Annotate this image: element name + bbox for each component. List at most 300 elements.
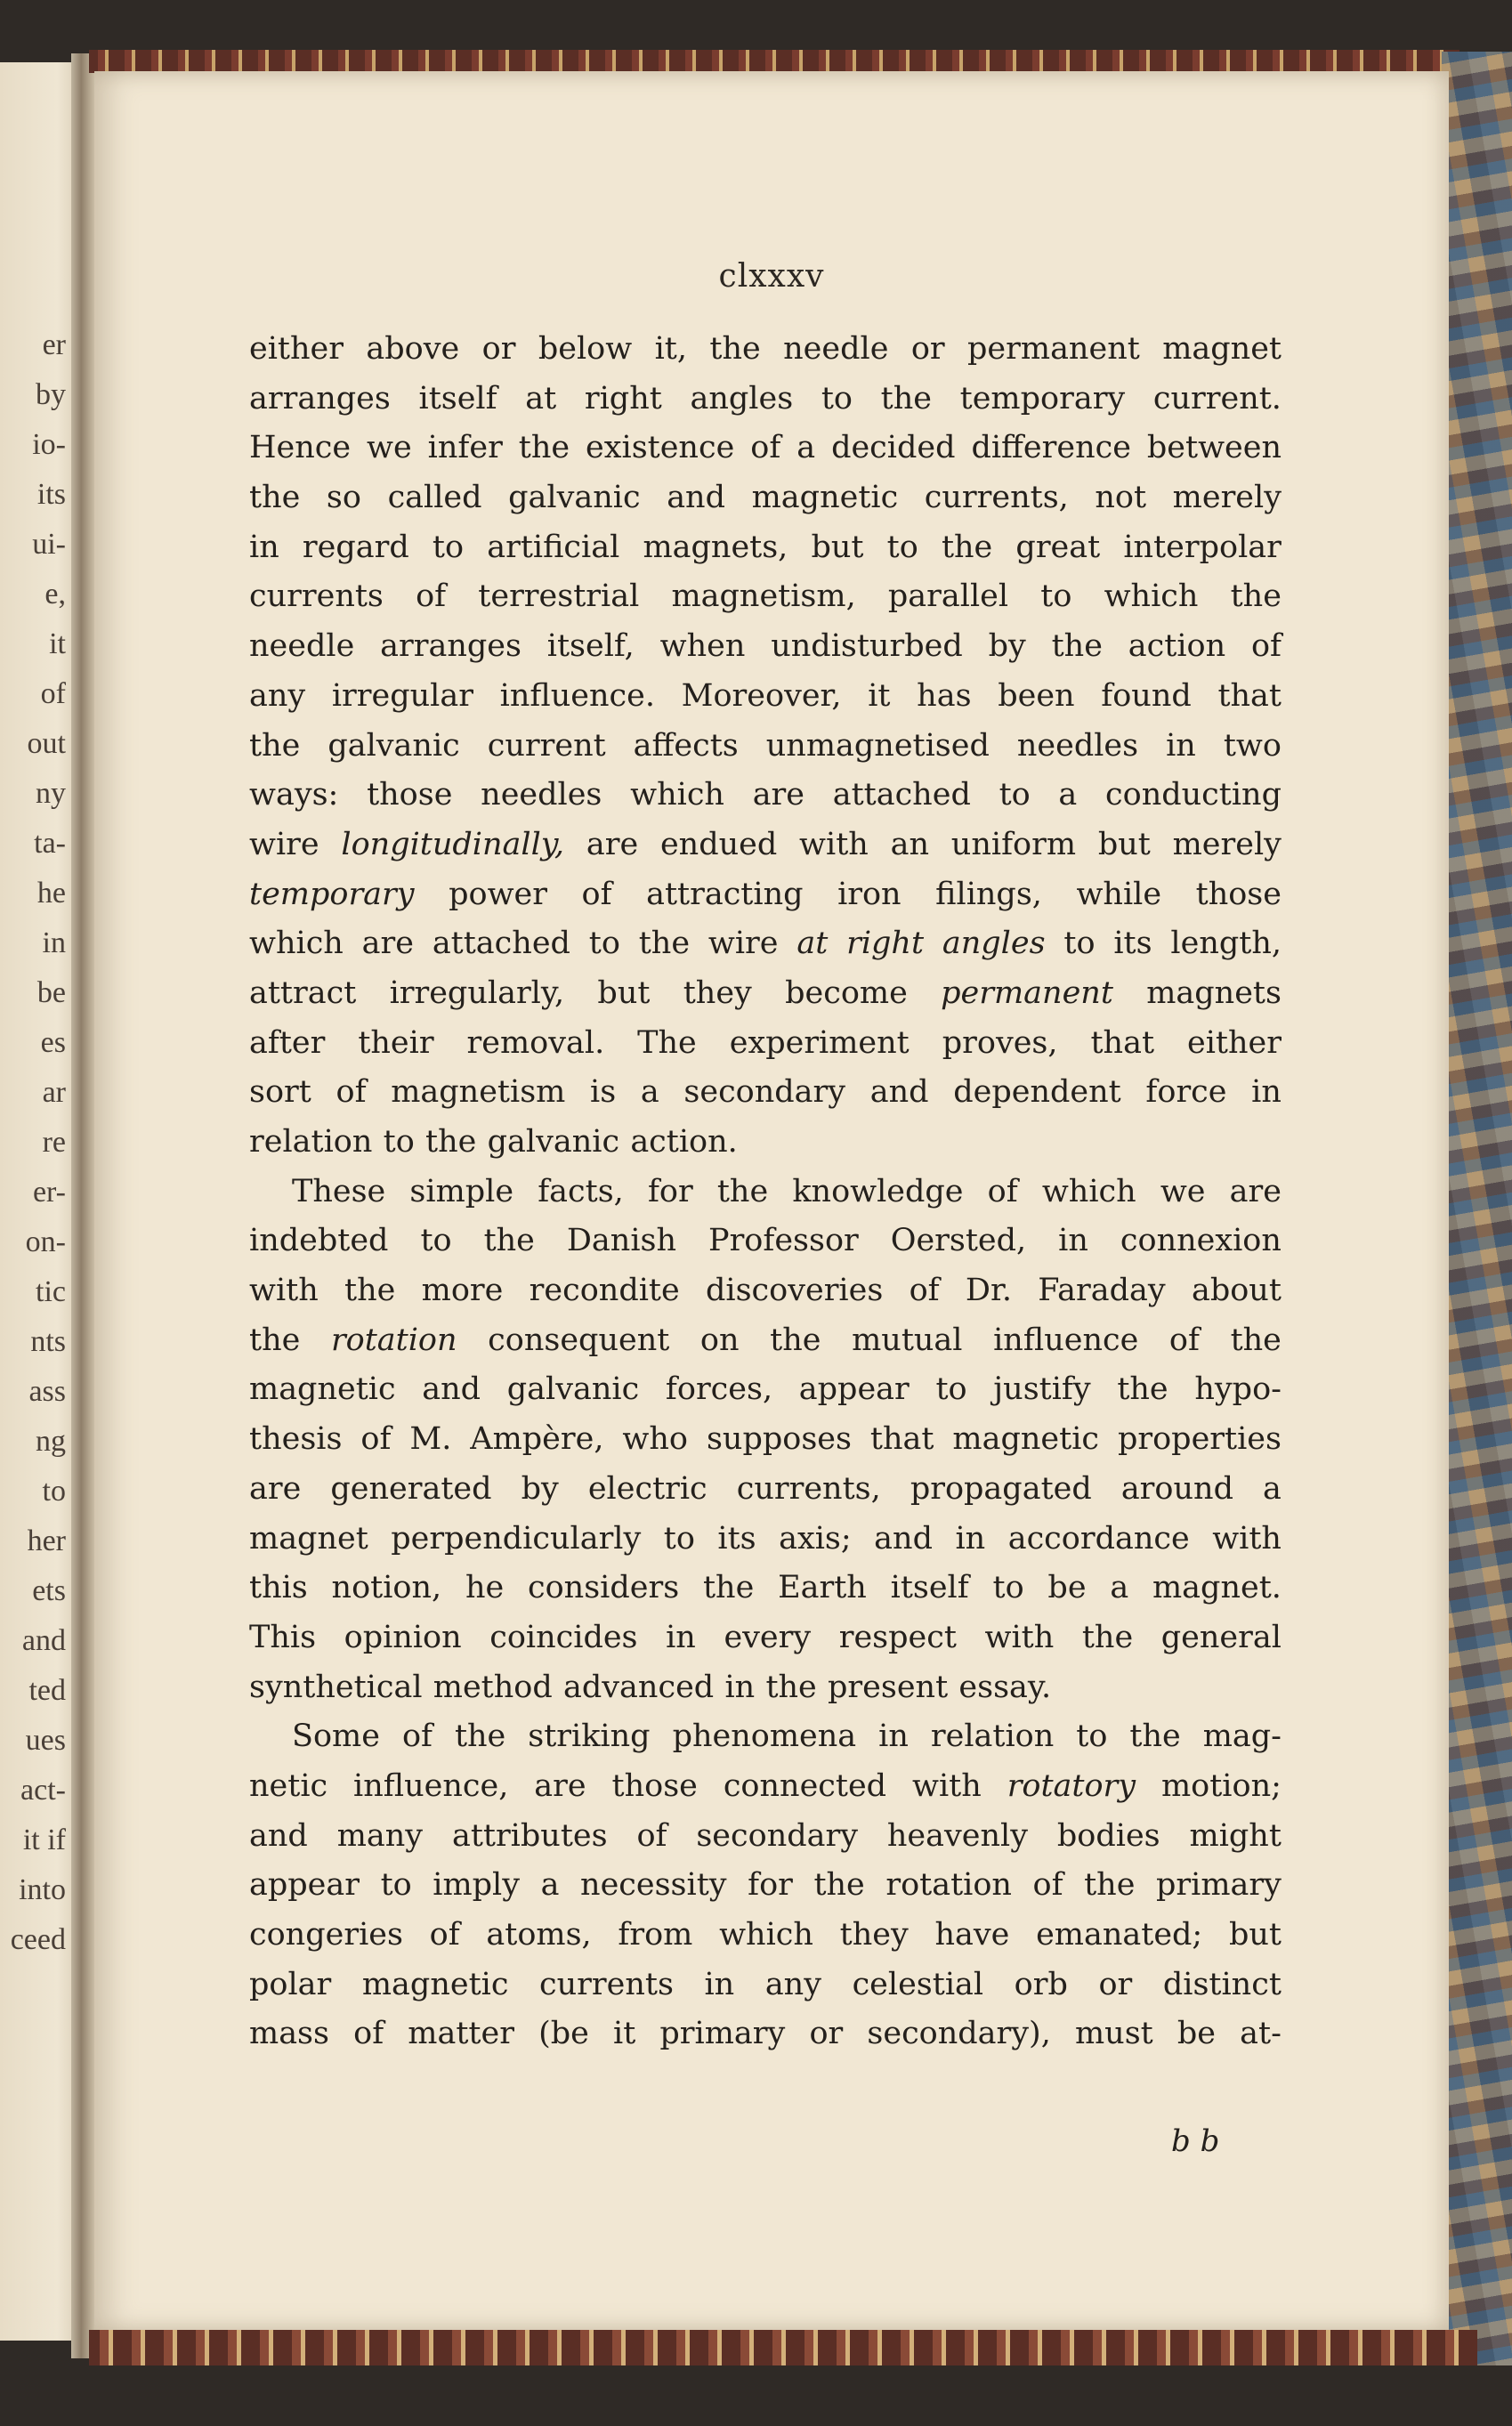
word: influence. (499, 677, 655, 714)
word: by (521, 1470, 559, 1507)
word: secondary (696, 1817, 859, 1854)
text-line (249, 2010, 1282, 2059)
text-line (249, 1168, 1282, 1217)
word: or (1098, 1966, 1133, 2002)
word: attached (832, 777, 971, 813)
word: with (799, 826, 869, 862)
word: their (358, 1024, 434, 1061)
text-line (249, 1266, 1282, 1316)
word: in (724, 1669, 756, 1705)
word: or (809, 2016, 844, 2052)
word: who (622, 1421, 688, 1458)
word: filings, (935, 876, 1042, 912)
word: they (839, 1917, 909, 1953)
word: Oersted, (890, 1223, 1027, 1259)
word: we (1160, 1173, 1206, 1209)
word: ways: (249, 777, 339, 813)
word: the (941, 529, 993, 565)
word: but (811, 529, 864, 565)
word: any (249, 677, 306, 714)
word: general (1160, 1619, 1282, 1655)
word: the (1129, 1718, 1181, 1755)
word: and (422, 1371, 481, 1408)
word: they (683, 974, 752, 1011)
word: uniform (950, 826, 1077, 862)
word: merely (1172, 826, 1282, 862)
left-page-fragment: es (40, 1026, 66, 1059)
word: the (716, 1173, 769, 1209)
word: currents, (736, 1470, 881, 1507)
left-page-fragment: er- (32, 1176, 66, 1209)
word: matter (408, 2016, 514, 2052)
word: right (584, 380, 662, 416)
word: of (360, 1421, 392, 1458)
left-page-fragment: it (49, 627, 66, 660)
word: of (581, 876, 612, 912)
word: arranges (380, 628, 522, 665)
word: needle (249, 628, 355, 665)
text-line (249, 1316, 1282, 1366)
word: more (421, 1273, 504, 1309)
italic-word: rotation (330, 1322, 457, 1358)
word: the (880, 380, 932, 416)
word: been (998, 677, 1075, 714)
word: to (935, 1371, 967, 1408)
word: but (597, 974, 651, 1011)
word: many (336, 1817, 424, 1854)
word: Moreover, (681, 677, 842, 714)
word: needle (783, 331, 889, 367)
word: with (1212, 1520, 1282, 1557)
text-line (249, 572, 1282, 622)
left-page-edge (0, 62, 82, 2341)
word: of (429, 1917, 460, 1953)
text-line (249, 1911, 1282, 1961)
left-page-fragment: ng (36, 1425, 66, 1458)
word: the (1051, 628, 1103, 665)
text-line (249, 771, 1282, 821)
word: which (630, 777, 724, 813)
left-page-fragment: her (27, 1524, 66, 1557)
italic-word: permanent (941, 974, 1113, 1011)
word: he (465, 1570, 505, 1606)
word: rotation (885, 1867, 1012, 1904)
italic-word: temporary (249, 876, 415, 912)
left-page-fragment: ues (25, 1724, 66, 1757)
left-page-fragment: ets (32, 1574, 66, 1607)
word: method (433, 1669, 553, 1705)
italic-word: right (846, 926, 925, 962)
word: about (1191, 1273, 1282, 1309)
left-page-fragment: into (19, 1873, 66, 1906)
word: Earth (778, 1570, 867, 1606)
text-line (249, 1564, 1282, 1613)
word: magnet (249, 1520, 368, 1557)
word: its (717, 1520, 756, 1557)
italic-word: at (796, 926, 829, 962)
word: Faraday (1038, 1273, 1166, 1309)
word: for (647, 1173, 693, 1209)
word: below (538, 331, 633, 367)
word: the (483, 1223, 535, 1259)
word: which (1041, 1173, 1136, 1209)
word: mag- (1202, 1718, 1282, 1755)
word: the (249, 727, 301, 764)
left-page-fragment: it if (22, 1824, 66, 1856)
word: to (420, 1223, 452, 1259)
word: those (367, 777, 453, 813)
word: experiment (729, 1024, 910, 1061)
word: we (367, 430, 412, 466)
word: for (748, 1867, 793, 1904)
word: the (1230, 578, 1282, 615)
word: an (890, 826, 930, 862)
text-line (249, 1068, 1282, 1118)
word: are (534, 1767, 586, 1804)
word: any (764, 1966, 821, 2002)
word: above (366, 331, 460, 367)
word: attract (249, 974, 357, 1011)
word: called (387, 480, 482, 516)
left-page-fragment: and (21, 1624, 66, 1657)
word: the (344, 1273, 396, 1309)
word: of (1168, 1322, 1200, 1358)
word: opinion (344, 1619, 462, 1655)
left-page-fragment: by (36, 378, 66, 411)
word: synthetical (249, 1669, 423, 1705)
word: power (449, 876, 547, 912)
word: currents (249, 578, 384, 615)
word: affects (633, 727, 739, 764)
left-page-fragment: ta- (34, 827, 66, 860)
word: itself (890, 1570, 969, 1606)
word: connexion (1120, 1223, 1282, 1259)
word: striking (528, 1718, 651, 1755)
word: to (588, 926, 620, 962)
word: a (1110, 1570, 1129, 1606)
word: indebted (249, 1223, 389, 1259)
word: angles (690, 380, 794, 416)
italic-word: longitudinally, (341, 826, 565, 862)
word: The (637, 1024, 697, 1061)
word: forces, (665, 1371, 773, 1408)
word: is (590, 1074, 617, 1111)
italic-word: angles (942, 926, 1046, 962)
left-page-fragment: in (42, 926, 66, 959)
word: to (432, 529, 465, 565)
signature-mark: b b (1171, 2123, 1220, 2159)
top-binding-band (89, 50, 1459, 73)
left-page-fragment: nts (30, 1325, 66, 1358)
word: Ampère, (470, 1421, 604, 1458)
left-page-fragment: out (27, 727, 66, 760)
word: it (868, 677, 891, 714)
left-page-fragment: ar (42, 1076, 66, 1109)
word: connected (723, 1767, 887, 1804)
text-line (249, 325, 1282, 375)
word: of (987, 1173, 1018, 1209)
word: or (481, 331, 516, 367)
word: magnets, (643, 529, 788, 565)
word: it (613, 2016, 636, 2052)
word: Danish (566, 1223, 677, 1259)
word: to (992, 1570, 1024, 1606)
text-line (249, 1118, 1282, 1168)
word: in (955, 1520, 986, 1557)
word: respect (838, 1619, 957, 1655)
word: permanent (967, 331, 1140, 367)
text-line (249, 1465, 1282, 1515)
word: propagated (910, 1470, 1092, 1507)
word: supposes (706, 1421, 852, 1458)
word: are (361, 926, 414, 962)
word: arranges (249, 380, 391, 416)
word: are (1229, 1173, 1282, 1209)
word: Professor (708, 1223, 859, 1259)
word: properties (1117, 1421, 1282, 1458)
text-line (249, 722, 1282, 772)
word: force (1145, 1074, 1227, 1111)
text-line (249, 919, 1282, 969)
word: around (1120, 1470, 1233, 1507)
word: dependent (953, 1074, 1121, 1111)
word: or (910, 331, 945, 367)
word: galvanic (508, 480, 641, 516)
word: bodies (1056, 1817, 1160, 1854)
text-line (249, 1961, 1282, 2010)
word: those (611, 1767, 698, 1804)
word: itself, (546, 628, 635, 665)
word: advanced (563, 1669, 715, 1705)
word: the (709, 331, 761, 367)
word: galvanic (327, 727, 460, 764)
left-page-fragment: ui- (32, 528, 66, 561)
word: by (988, 628, 1026, 665)
text-line (249, 1613, 1282, 1663)
word: magnetic (249, 1371, 396, 1408)
word: must (1074, 2016, 1153, 2052)
word: the (1230, 1322, 1282, 1358)
word: from (618, 1917, 693, 1953)
left-page-fragment: io- (32, 428, 66, 461)
word: with (912, 1767, 982, 1804)
word: currents, (924, 480, 1069, 516)
word: necessity (580, 1867, 727, 1904)
word: the (425, 1124, 477, 1160)
text-line (249, 1812, 1282, 1862)
word: temporary (959, 380, 1126, 416)
word: either (249, 331, 344, 367)
text-line (249, 870, 1282, 920)
word: wire (249, 826, 319, 862)
text-line (249, 672, 1282, 722)
word: not (1095, 480, 1147, 516)
word: a (1263, 1470, 1282, 1507)
word: magnets (1146, 974, 1282, 1011)
word: appear (798, 1371, 910, 1408)
word: the (1084, 1867, 1136, 1904)
word: notion, (331, 1570, 442, 1606)
word: recondite (529, 1273, 680, 1309)
word: infer (427, 430, 503, 466)
word: of (909, 1273, 940, 1309)
word: justify (993, 1371, 1091, 1408)
word: that (1090, 1024, 1155, 1061)
word: become (785, 974, 908, 1011)
word: These (292, 1173, 386, 1209)
word: that (869, 1421, 934, 1458)
word: perpendicularly (391, 1520, 642, 1557)
left-page-fragment: he (36, 877, 66, 910)
word: the (813, 1867, 865, 1904)
word: secondary (683, 1074, 846, 1111)
word: and (667, 480, 726, 516)
word: the (765, 1669, 817, 1705)
word: discoveries (705, 1273, 884, 1309)
word: and (249, 1817, 308, 1854)
word: the (249, 480, 301, 516)
word: attracting (646, 876, 804, 912)
word: found (1101, 677, 1192, 714)
word: primary (1156, 1867, 1282, 1904)
word: itself (418, 380, 497, 416)
marbled-fore-edge (1442, 52, 1512, 2365)
word: removal. (466, 1024, 605, 1061)
word: primary (659, 2016, 786, 2052)
word: wire (707, 926, 779, 962)
word: on (699, 1322, 740, 1358)
text-line (249, 622, 1282, 672)
text-line (249, 1365, 1282, 1415)
word: undisturbed (771, 628, 963, 665)
word: but (1097, 826, 1151, 862)
word: with (984, 1619, 1055, 1655)
left-page-fragment: ted (28, 1674, 66, 1707)
word: needles (481, 777, 602, 813)
word: relation (930, 1718, 1055, 1755)
word: conducting (1105, 777, 1282, 813)
word: Dr. (965, 1273, 1012, 1309)
left-page-fragment: tic (36, 1275, 66, 1308)
word: merely (1172, 480, 1282, 516)
word: to (663, 1520, 695, 1557)
word: magnetism, (671, 578, 856, 615)
word: congeries (249, 1917, 403, 1953)
word: essay. (958, 1669, 1052, 1705)
word: coincides (489, 1619, 638, 1655)
word: in (666, 1619, 696, 1655)
word: netic (249, 1767, 328, 1804)
word: of (1250, 628, 1282, 665)
word: currents (539, 1966, 674, 2002)
word: atoms, (486, 1917, 592, 1953)
word: but (1228, 1917, 1282, 1953)
word: in (1058, 1223, 1088, 1259)
word: the (1117, 1371, 1168, 1408)
word: magnet. (1152, 1570, 1282, 1606)
text-line (249, 1663, 1282, 1713)
word: regard (302, 529, 409, 565)
word: of (636, 1817, 667, 1854)
text-line (249, 473, 1282, 523)
word: has (917, 677, 972, 714)
word: at- (1240, 2016, 1282, 2052)
text-line (249, 1515, 1282, 1565)
word: to (821, 380, 853, 416)
word: of (336, 1074, 367, 1111)
text-line (249, 821, 1282, 870)
word: celestial (852, 1966, 984, 2002)
word: iron (837, 876, 902, 912)
left-page-fragment: on- (25, 1225, 66, 1258)
word: terrestrial (478, 578, 640, 615)
italic-word: rotatory (1007, 1767, 1136, 1804)
word: Hence (249, 430, 352, 466)
text-line (249, 1762, 1282, 1812)
word: a (796, 430, 816, 466)
word: artificial (487, 529, 620, 565)
word: parallel (887, 578, 1009, 615)
word: it, (654, 331, 687, 367)
word: magnetic (952, 1421, 1099, 1458)
word: Some (292, 1718, 380, 1755)
word: be (1176, 2016, 1217, 2052)
word: are (249, 1470, 302, 1507)
word: polar (249, 1966, 332, 2002)
word: galvanic (487, 1124, 620, 1160)
word: great (1015, 529, 1101, 565)
left-page-fragment: ass (28, 1375, 66, 1408)
word: to (1040, 578, 1072, 615)
word: to (383, 1124, 415, 1160)
word: mutual (852, 1322, 963, 1358)
word: have (934, 1917, 1010, 1953)
word: accordance (1007, 1520, 1190, 1557)
word: and (869, 1074, 929, 1111)
word: length, (1170, 926, 1282, 962)
word: a (540, 1867, 560, 1904)
word: attributes (451, 1817, 608, 1854)
word: in (704, 1966, 735, 2002)
page-number: clxxxv (718, 258, 825, 295)
word: knowledge (792, 1173, 964, 1209)
word: difference (971, 430, 1131, 466)
text-line (249, 375, 1282, 425)
word: the (1081, 1619, 1134, 1655)
word: this (249, 1570, 308, 1606)
word: mass (249, 2016, 329, 2052)
word: generated (330, 1470, 492, 1507)
word: of (353, 2016, 384, 2052)
word: in (1166, 727, 1196, 764)
left-page-fragment: e, (44, 578, 66, 611)
word: to (999, 777, 1031, 813)
word: facts, (538, 1173, 624, 1209)
word: influence, (353, 1767, 509, 1804)
word: so (326, 480, 361, 516)
word: present (828, 1669, 949, 1705)
word: motion; (1160, 1767, 1282, 1804)
word: sort (249, 1074, 311, 1111)
word: a (640, 1074, 659, 1111)
word: irregularly, (389, 974, 565, 1011)
word: magnetism (391, 1074, 566, 1111)
word: considers (528, 1570, 680, 1606)
body-text (249, 325, 1282, 2059)
word: while (1076, 876, 1162, 912)
left-page-fragment: to (42, 1475, 66, 1508)
word: phenomena (672, 1718, 857, 1755)
